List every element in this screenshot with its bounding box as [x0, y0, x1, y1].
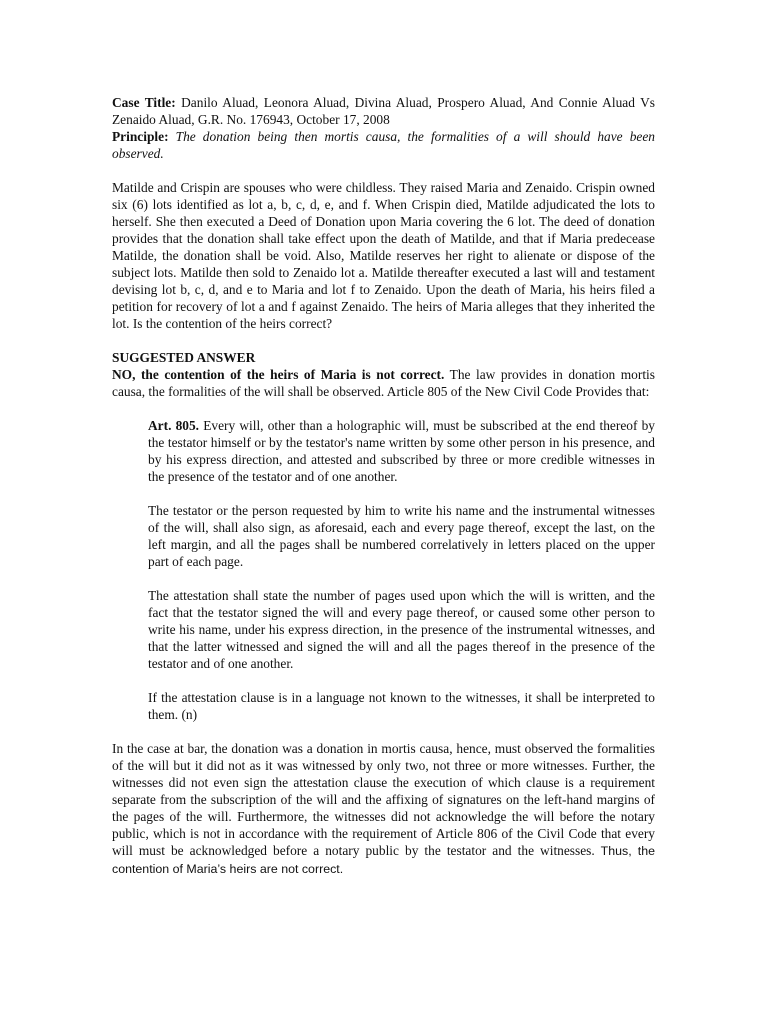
case-title-text: Danilo Aluad, Leonora Aluad, Divina Aluad, Prospero Aluad, And Connie Aluad Vs Zenaido Aluad, G.R. No. 176943, October 17, 2008 — [112, 95, 655, 127]
facts-paragraph: Matilde and Crispin are spouses who were childless. They raised Maria and Zenaido. Crispin owned six (6) lots identified as lot a, b, c, d, e, and f. When Crispin died, Matilde adjudicated the lots to herself. She then executed a Deed of Donation upon Maria covering the 6 lot. The deed of donation provides that the donation shall take effect upon the death of Matilde, and that if Maria predecease Matilde, the donation shall be void. Also, Matilde reserves her right to alienate or dispose of the subject lots. Matilde then sold to Zenaido lot a. Matilde thereafter executed a last will and testament devising lot b, c, d, and e to Maria and lot f to Zenaido. Upon the death of Maria, his heirs filed a petition for recovery of lot a and f against Zenaido. The heirs of Maria alleges that they inherited the lot. Is the contention of the heirs correct? — [112, 180, 655, 331]
suggested-answer-heading: SUGGESTED ANSWER — [112, 350, 256, 365]
article-paragraph-2: The testator or the person requested by him to write his name and the instrumental witnesses of the will, shall also sign, as aforesaid, each and every page thereof, except the last, on the left margin, and all the pages shall be numbered correlatively in letters placed on the upper part of each page. — [148, 503, 655, 569]
answer-lead: NO, the contention of the heirs of Maria is not correct. — [112, 367, 445, 382]
article-paragraph-4: If the attestation clause is in a language not known to the witnesses, it shall be interpreted to them. (n) — [148, 690, 655, 722]
article-805-quote — [148, 417, 655, 723]
answer-rest: The law provides in donation mortis causa, the formalities of the will shall be observed. Article 805 of the New Civil Code Provides that: — [112, 367, 655, 399]
article-label: Art. 805. — [148, 418, 200, 433]
principle-text: The donation being then mortis causa, the formalities of a will should have been observed. — [112, 129, 655, 161]
article-text-1: Every will, other than a holographic will, must be subscribed at the end thereof by the testator himself or by the testator's name written by some other person in his presence, and by his express direction, and attested and subscribed by three or more credible witnesses in the presence of the testator and of one another. — [148, 418, 655, 484]
principle — [112, 128, 655, 162]
conclusion-final: Thus, the contention of Maria’s heirs are not correct. — [112, 844, 656, 876]
article-paragraph-3: The attestation shall state the number of pages used upon which the will is written, and the fact that the testator signed the will and every page thereof, or caused some other person to write his name, under his express direction, in the presence of the instrumental witnesses, and that the latter witnessed and signed the will and all the pages thereof in the presence of the testator and of one another. — [148, 588, 655, 671]
case-title-label: Case Title: — [112, 95, 176, 110]
answer-paragraph — [112, 366, 655, 400]
article-paragraph-1 — [148, 417, 655, 485]
principle-label: Principle: — [112, 129, 169, 144]
document-page — [112, 94, 655, 878]
conclusion-text: In the case at bar, the donation was a donation in mortis causa, hence, must observed the formalities of the will but it did not as it was witnessed by only two, not three or more witnesses. Further, the witnesses did not even sign the attestation clause the execution of which clause is a requirement separate from the subscription of the will and the affixing of signatures on the left-hand margins of the pages of the will. Furthermore, the witnesses did not acknowledge the will before the notary public, which is not in accordance with the requirement of Article 806 of the Civil Code that every will must be acknowledged before a notary public by the testator and the witnesses. — [112, 741, 655, 858]
conclusion-paragraph — [112, 740, 655, 878]
case-title — [112, 94, 655, 128]
